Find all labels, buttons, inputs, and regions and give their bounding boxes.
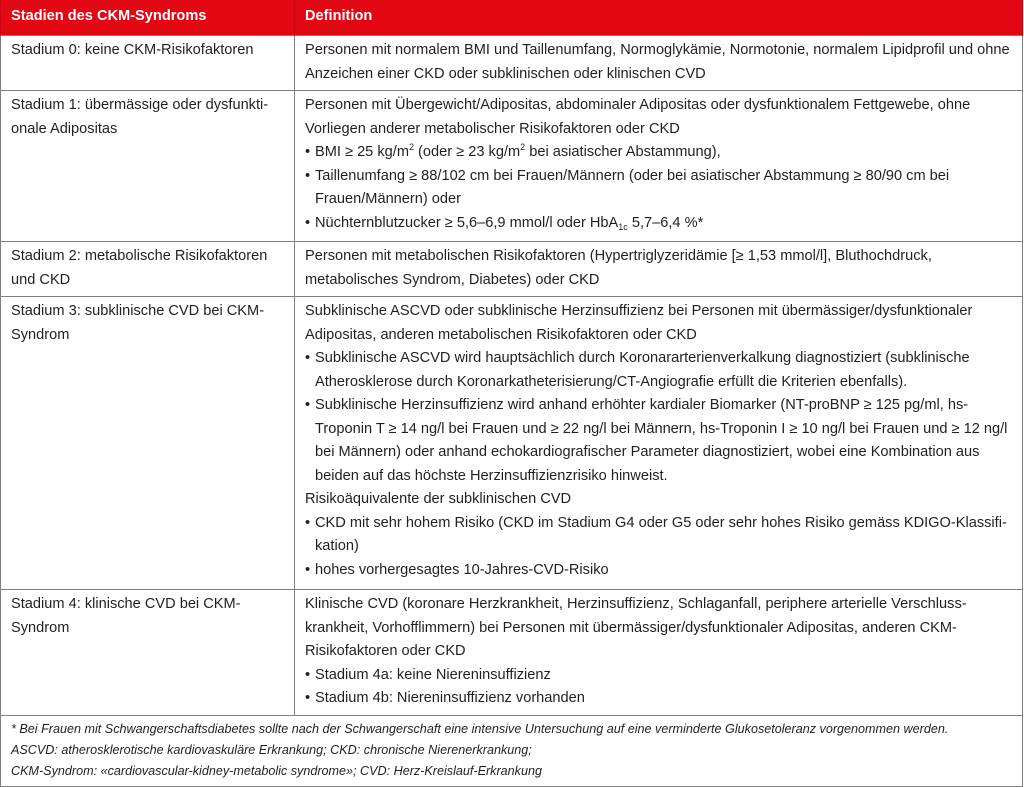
stage-4-definition [295,590,1023,716]
bullet-ascvd: • Subklinische ASCVD wird hauptsächlich durch Koronararterienverkalkung diagnostiziert (subklinische Atherosklerose durch Koronarkatheterisierung/CT-Angiografie erfüllt die Kriterien ebenfalls). [305,347,1014,394]
bmi-text: (oder ≥ 23 kg/m [414,144,521,160]
definition-text: Subklinische ASCVD oder subklinische Herzinsuffizienz bei Personen mit übermässiger/dysfunktionaler Adipositas, anderen metabolischen Risikofaktoren oder CKD [305,303,973,343]
bullet-glucose [305,212,1014,236]
table-row [1,590,1023,716]
bullet-heart-failure: • Subklinische Herzinsuffizienz wird anhand erhöhter kardialer Biomarker (NT-proBNP ≥ 125 pg/ml, hs-Troponin T ≥ 14 ng/l bei Frauen und ≥ 22 ng/l bei Männern, hs-Troponin I ≥ 10 ng/l bei Frauen und ≥ 12 ng/l bei Männern) oder anhand echokardiografischer Parameter diagnostiziert, wobei eine Kombination aus beiden auf das höchste Herzinsuffizienzrisiko hinweist. [305,394,1014,488]
footnotes [1,715,1023,786]
header-definition: Definition [295,0,1023,36]
bullet-stage-4b: • Stadium 4b: Niereninsuffizienz vorhanden [305,687,1014,711]
definition-text: Personen mit normalem BMI und Taillenumfang, Normoglykämie, Normotonie, normalem Lipidprofil und ohne Anzeichen einer CKD oder subklinischen oder klinischen CVD [305,42,1010,82]
footnote-abbreviations-2: CKM-Syndrom: «cardiovascular-kidney-metabolic syndrome»; CVD: Herz-Kreislauf-Erkrankung [11,763,542,778]
superscript: 2 [408,142,414,152]
glucose-text: 5,7–6,4 %* [627,214,704,231]
stage-2-definition [295,242,1023,297]
stage-4-label: Stadium 4: klinische CVD bei CKM-Syndrom [1,590,295,716]
footnote-abbreviations-1: ASCVD: atherosklerotische kardiovaskuläre Erkrankung; CKD: chronische Nierenerkrankung; [11,742,532,757]
bullet-stage-4a: • Stadium 4a: keine Niereninsuffizienz [305,664,1014,688]
bullet-ckd-risk: • CKD mit sehr hohem Risiko (CKD im Stadium G4 oder G5 oder sehr hohes Risiko gemäss KDIGO-Klassifikation) [305,512,1014,559]
bullet-waist: • Taillenumfang ≥ 88/102 cm bei Frauen/Männern (oder bei asiatischer Abstammung ≥ 80/90 cm bei Frauen/Männern) oder [305,165,1014,212]
risk-equivalents-heading: Risikoäquivalente der subklinischen CVD [305,491,572,507]
header-stages: Stadien des CKM-Syndroms [1,0,295,36]
table-row [1,297,1023,590]
definition-text: Klinische CVD (koronare Herzkrankheit, Herzinsuffizienz, Schlaganfall, periphere arterielle Verschlusskrankheit, Vorhofflimmern) bei Personen mit übermässiger/dysfunktionaler Adipositas, anderen CKM-Risikofaktoren oder CKD [305,596,967,659]
stage-1-definition [295,91,1023,242]
table-row [1,36,1023,91]
table-header-row [1,0,1023,36]
stage-3-label: Stadium 3: subklinische CVD bei CKM-Syndrom [1,297,295,590]
superscript: 2 [520,142,526,152]
bmi-text: bei asiatischer Abstammung), [525,144,721,160]
table-row [1,242,1023,297]
footnote-row [1,715,1023,786]
stage-2-label: Stadium 2: metabolische Risikofaktoren und CKD [1,242,295,297]
stage-3-definition [295,297,1023,590]
stage-0-label: Stadium 0: keine CKM-Risikofaktoren [1,36,295,91]
table-row [1,91,1023,242]
definition-text: Personen mit Übergewicht/Adipositas, abdominaler Adipositas oder dysfunktionalem Fettgewebe, ohne Vorliegen anderer metabolischer Risikofaktoren oder CKD [305,97,971,137]
stage-1-label: Stadium 1: übermässige oder dysfunktionale Adipositas [1,91,295,242]
bullet-10y-risk: • hohes vorhergesagtes 10-Jahres-CVD-Risiko [305,559,1014,583]
definition-text: Personen mit metabolischen Risikofaktoren (Hypertriglyzeridämie [≥ 1,53 mmol/l], Bluthochdruck, metabolisches Syndrom, Diabetes) oder CKD [305,248,932,288]
bmi-text: BMI ≥ 25 kg/m [315,144,409,160]
footnote-gestational-diabetes: * Bei Frauen mit Schwangerschaftsdiabetes sollte nach der Schwangerschaft eine intensive Untersuchung auf eine verminderte Glukosetoleranz vorgenommen werden. [11,721,949,736]
subscript: 1c [618,221,628,232]
stage-0-definition [295,36,1023,91]
bullet-bmi [305,141,1014,165]
glucose-text: Nüchternblutzucker ≥ 5,6–6,9 mmol/l oder HbA [315,214,619,231]
